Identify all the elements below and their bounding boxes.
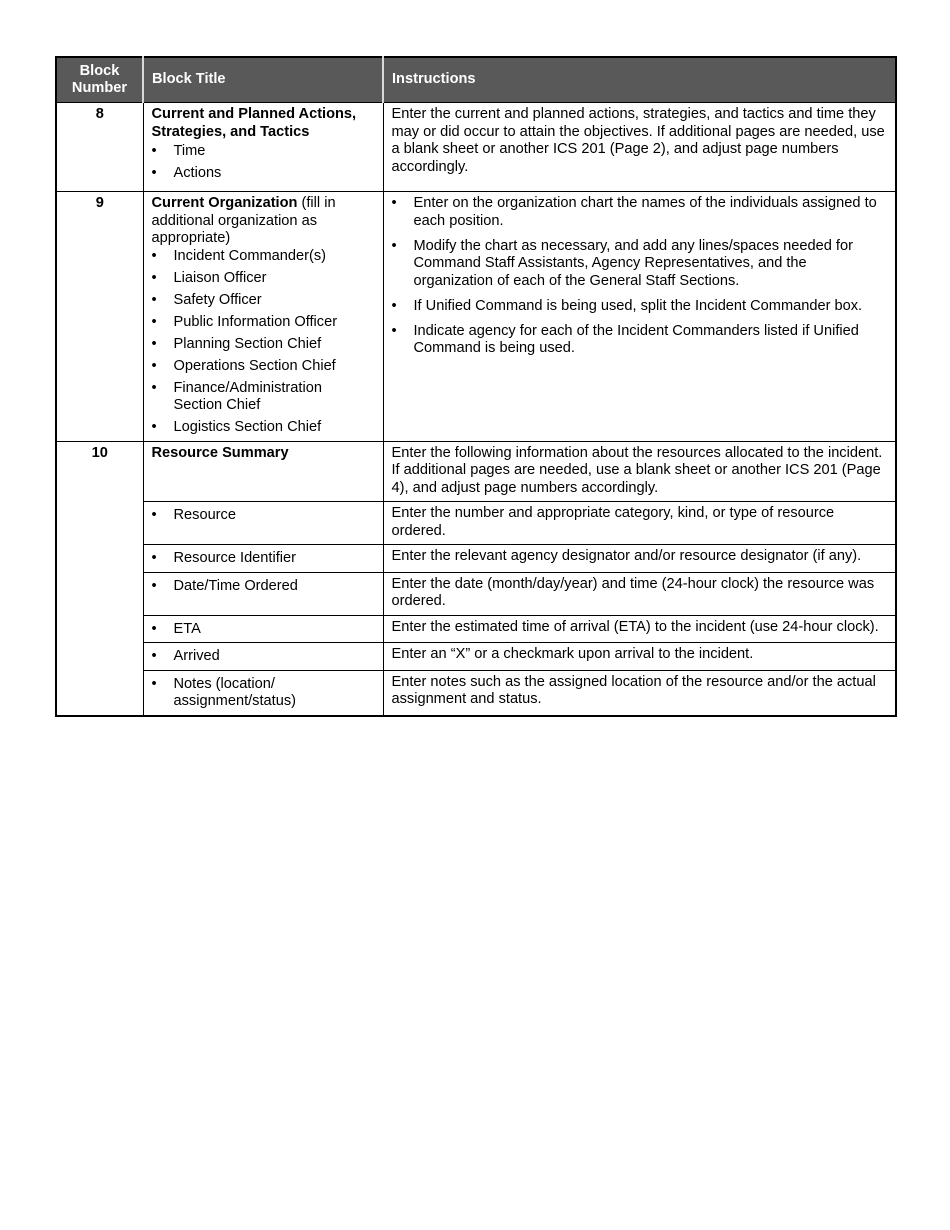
sub-row-label: • Resource xyxy=(152,507,375,525)
sub-row-label: • ETA xyxy=(152,621,375,639)
block-title-cell xyxy=(143,441,383,502)
block-number-empty xyxy=(56,502,143,545)
block-title-bold: Current Organization xyxy=(151,195,298,211)
block-number: 8 xyxy=(56,103,143,192)
table-row-block-8 xyxy=(56,103,896,192)
header-block-number-line2: Number xyxy=(71,80,128,96)
block-number-empty xyxy=(56,545,143,573)
list-item: • Liaison Officer xyxy=(152,270,375,288)
instructions-cell: Enter the estimated time of arrival (ETA) to the incident (use 24-hour clock). xyxy=(383,615,896,643)
block-title-cell xyxy=(143,502,383,545)
block-number: 9 xyxy=(56,192,143,442)
instructions-cell: Enter notes such as the assigned location of the resource and/or the actual assignment and status. xyxy=(383,670,896,716)
block-title-cell xyxy=(143,572,383,615)
block-number-empty xyxy=(56,615,143,643)
instructions-cell xyxy=(383,192,896,442)
list-item: • Finance/Administration Section Chief xyxy=(152,380,375,415)
table-row-block-10-sub xyxy=(56,670,896,716)
instructions-cell: Enter the relevant agency designator and/or resource designator (if any). xyxy=(383,545,896,573)
header-block-title: Block Title xyxy=(143,57,383,103)
block-title: Current and Planned Actions, Strategies, and Tactics xyxy=(151,106,357,140)
instructions-table xyxy=(55,56,897,717)
instructions-cell: Enter the current and planned actions, strategies, and tactics and time they may or did occur to attain the objectives. If additional pages are needed, use a blank sheet or another ICS 201 (Page 2), and adjust page numbers accordingly. xyxy=(383,103,896,192)
sub-row-list xyxy=(152,621,375,639)
block-title-list xyxy=(152,248,375,437)
block-title: Resource Summary xyxy=(151,444,289,461)
sub-row-list xyxy=(152,578,375,596)
list-item: • Logistics Section Chief xyxy=(152,419,375,437)
instructions-cell: Enter the number and appropriate category, kind, or type of resource ordered. xyxy=(383,502,896,545)
sub-row-list xyxy=(152,507,375,525)
block-title-cell xyxy=(143,670,383,716)
header-row xyxy=(56,57,896,103)
list-item: • Time xyxy=(152,143,375,161)
list-item: • Public Information Officer xyxy=(152,314,375,332)
instructions-cell: Enter an “X” or a checkmark upon arrival to the incident. xyxy=(383,643,896,671)
sub-row-label: • Date/Time Ordered xyxy=(152,578,375,596)
block-number: 10 xyxy=(56,441,143,502)
block-number-empty xyxy=(56,670,143,716)
sub-row-list xyxy=(152,648,375,666)
table-row-block-10-sub xyxy=(56,615,896,643)
list-item: • If Unified Command is being used, split the Incident Commander box. xyxy=(392,298,888,316)
table-row-block-10-sub xyxy=(56,502,896,545)
block-number-empty xyxy=(56,572,143,615)
block-title-cell xyxy=(143,615,383,643)
sub-row-list xyxy=(152,550,375,568)
block-title-note: (fill in additional organization as appropriate) xyxy=(151,195,336,246)
list-item: • Operations Section Chief xyxy=(152,358,375,376)
table-row-block-9 xyxy=(56,192,896,442)
sub-row-label: • Notes (location/ assignment/status) xyxy=(152,676,375,711)
sub-row-label: • Resource Identifier xyxy=(152,550,375,568)
block-number-empty xyxy=(56,643,143,671)
list-item: • Safety Officer xyxy=(152,292,375,310)
instructions-cell: Enter the date (month/day/year) and time (24-hour clock) the resource was ordered. xyxy=(383,572,896,615)
instructions-list xyxy=(392,195,888,358)
block-title-cell xyxy=(143,545,383,573)
header-instructions: Instructions xyxy=(383,57,896,103)
block-title-list xyxy=(152,143,375,183)
list-item: • Modify the chart as necessary, and add any lines/spaces needed for Command Staff Assistants, Agency Representatives, and the organization of each of the General Staff Sections. xyxy=(392,238,888,291)
list-item: • Planning Section Chief xyxy=(152,336,375,354)
table-row-block-10-sub xyxy=(56,572,896,615)
block-title-cell xyxy=(143,103,383,192)
header-block-number xyxy=(56,57,143,103)
table-row-block-10-sub xyxy=(56,643,896,671)
block-title-cell xyxy=(143,192,383,442)
block-title xyxy=(152,195,375,248)
list-item: • Actions xyxy=(152,165,375,183)
list-item: • Incident Commander(s) xyxy=(152,248,375,266)
instructions-cell: Enter the following information about the resources allocated to the incident. If additional pages are needed, use a blank sheet or another ICS 201 (Page 4), and adjust page numbers accordingly. xyxy=(383,441,896,502)
table-row-block-10-sub xyxy=(56,545,896,573)
sub-row-list xyxy=(152,676,375,711)
header-block-number-line1: Block xyxy=(79,63,120,79)
table-row-block-10 xyxy=(56,441,896,502)
list-item: • Enter on the organization chart the names of the individuals assigned to each position. xyxy=(392,195,888,230)
block-title-cell xyxy=(143,643,383,671)
sub-row-label: • Arrived xyxy=(152,648,375,666)
list-item: • Indicate agency for each of the Incident Commanders listed if Unified Command is being used. xyxy=(392,323,888,358)
